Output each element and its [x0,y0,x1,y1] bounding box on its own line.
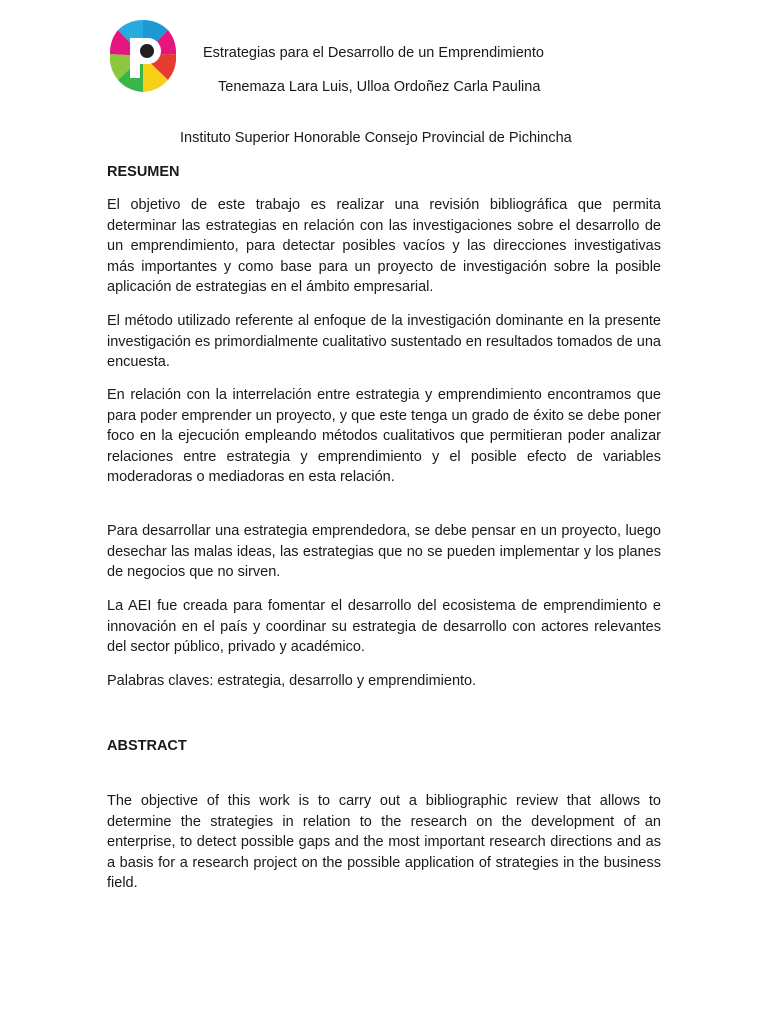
resumen-paragraph: La AEI fue creada para fomentar el desarrollo del ecosistema de emprendimiento e innovación en el país y coordinar su estrategia de desarrollo con actores relevantes del sector público, privado y académico. [107,598,661,655]
pinwheel-p-logo-icon [110,18,176,96]
abstract-heading: ABSTRACT [107,738,187,754]
document-title: Estrategias para el Desarrollo de un Emprendimiento [203,45,544,61]
authors: Tenemaza Lara Luis, Ulloa Ordoñez Carla Paulina [218,79,541,95]
resumen-paragraph: El objetivo de este trabajo es realizar una revisión bibliográfica que permita determinar las estrategias en relación con las investigaciones sobre el desarrollo de un emprendimiento, para detectar posibles vacíos y las direcciones investigativas más importantes y como base para un proyecto de investigación sobre la posible aplicación de estrategias en el ámbito empresarial. [107,197,661,295]
abstract-paragraph: The objective of this work is to carry out a bibliographic review that allows to determine the strategies in relation to the research on the development of an enterprise, to detect possible gaps and the most important research directions and as a basis for a research project on the possible application of strategies in the business field. [107,793,661,891]
keywords: Palabras claves: estrategia, desarrollo y emprendimiento. [107,673,477,689]
resumen-heading: RESUMEN [107,164,180,180]
institute: Instituto Superior Honorable Consejo Provincial de Pichincha [180,130,572,146]
resumen-paragraph: El método utilizado referente al enfoque de la investigación dominante en la presente investigación es primordialmente cualitativo sustentado en resultados tomados de una encuesta. [107,313,661,370]
resumen-paragraph: En relación con la interrelación entre estrategia y emprendimiento encontramos que para poder emprender un proyecto, y que este tenga un grado de éxito se debe poner foco en la ejecución empleando métodos cualitativos que permitieran poder analizar relaciones entre estrategia y emprendimiento y el posible efecto de variables moderadoras o mediadoras en esta relación. [107,387,661,485]
resumen-paragraph: Para desarrollar una estrategia emprendedora, se debe pensar en un proyecto, luego desechar las malas ideas, las estrategias que no se pueden implementar y los planes de negocios que no sirven. [107,523,661,580]
